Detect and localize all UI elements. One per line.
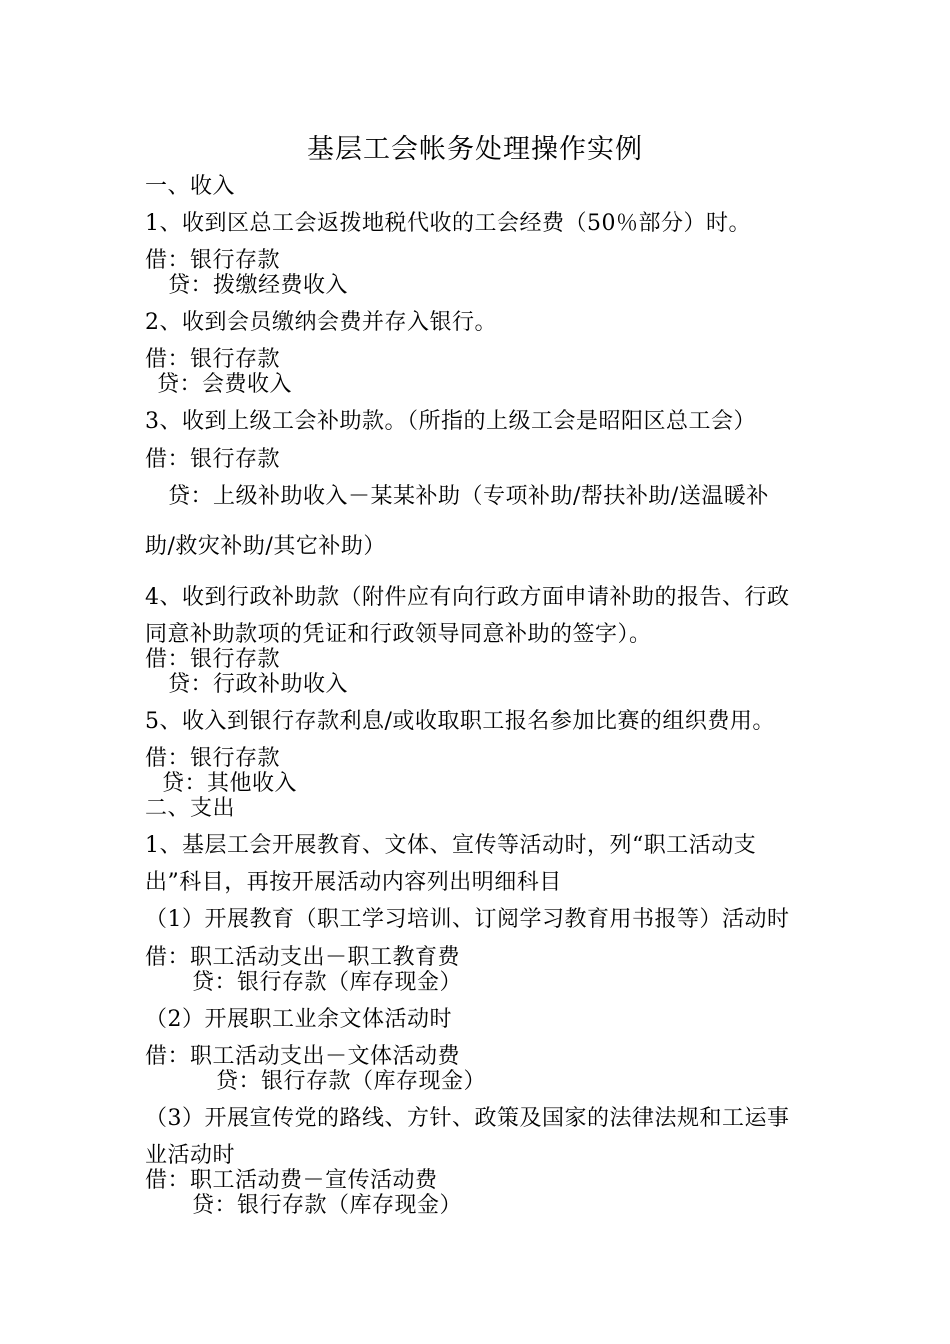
subitem-3-heading-continued: 业活动时 — [145, 1143, 236, 1168]
debit-line: 借：银行存款 — [145, 248, 281, 273]
credit-line: 贷：银行存款（库存现金） — [192, 1193, 463, 1218]
item-5-heading: 5、收入到银行存款利息/或收取职工报名参加比赛的组织费用。 — [145, 709, 775, 734]
debit-line: 借：银行存款 — [145, 347, 281, 372]
debit-line: 借：职工活动支出－职工教育费 — [145, 945, 461, 970]
debit-line: 借：银行存款 — [145, 746, 281, 771]
credit-line-continued: 助/救灾补助/其它补助） — [145, 534, 386, 559]
item-1-heading: 1、收到区总工会返拨地税代收的工会经费（50％部分）时。 — [145, 211, 751, 236]
credit-line: 贷：银行存款（库存现金） — [216, 1069, 487, 1094]
item-4-heading-continued: 同意补助款项的凭证和行政领导同意补助的签字）。 — [145, 622, 652, 647]
item-4-heading: 4、收到行政补助款（附件应有向行政方面申请补助的报告、行政 — [145, 585, 790, 610]
expense-item-1-heading-continued: 出”科目，再按开展活动内容列出明细科目 — [145, 870, 562, 895]
debit-line: 借：职工活动支出－文体活动费 — [145, 1044, 461, 1069]
subitem-2-heading: （2）开展职工业余文体活动时 — [145, 1007, 452, 1032]
section-heading-expense: 二、支出 — [145, 796, 236, 821]
debit-line: 借：银行存款 — [145, 447, 281, 472]
credit-line: 贷：上级补助收入－某某补助（专项补助/帮扶补助/送温暖补 — [168, 484, 769, 509]
expense-item-1-heading: 1、基层工会开展教育、文体、宣传等活动时，列“职工活动支 — [145, 833, 757, 858]
credit-line: 贷：银行存款（库存现金） — [192, 970, 463, 995]
subitem-3-heading: （3）开展宣传党的路线、方针、政策及国家的法律法规和工运事 — [145, 1106, 790, 1131]
credit-line: 贷：其他收入 — [162, 771, 298, 796]
credit-line: 贷：行政补助收入 — [168, 672, 349, 697]
subitem-1-heading: （1）开展教育（职工学习培训、订阅学习教育用书报等）活动时 — [145, 907, 790, 932]
credit-line: 贷：拨缴经费收入 — [168, 273, 349, 298]
credit-line: 贷：会费收入 — [157, 372, 293, 397]
section-heading-income: 一、收入 — [145, 174, 236, 199]
item-3-heading: 3、收到上级工会补助款。（所指的上级工会是昭阳区总工会） — [145, 409, 756, 434]
debit-line: 借：职工活动费－宣传活动费 — [145, 1168, 438, 1193]
item-2-heading: 2、收到会员缴纳会费并存入银行。 — [145, 310, 497, 335]
debit-line: 借：银行存款 — [145, 647, 281, 672]
page-title: 基层工会帐务处理操作实例 — [307, 134, 643, 165]
